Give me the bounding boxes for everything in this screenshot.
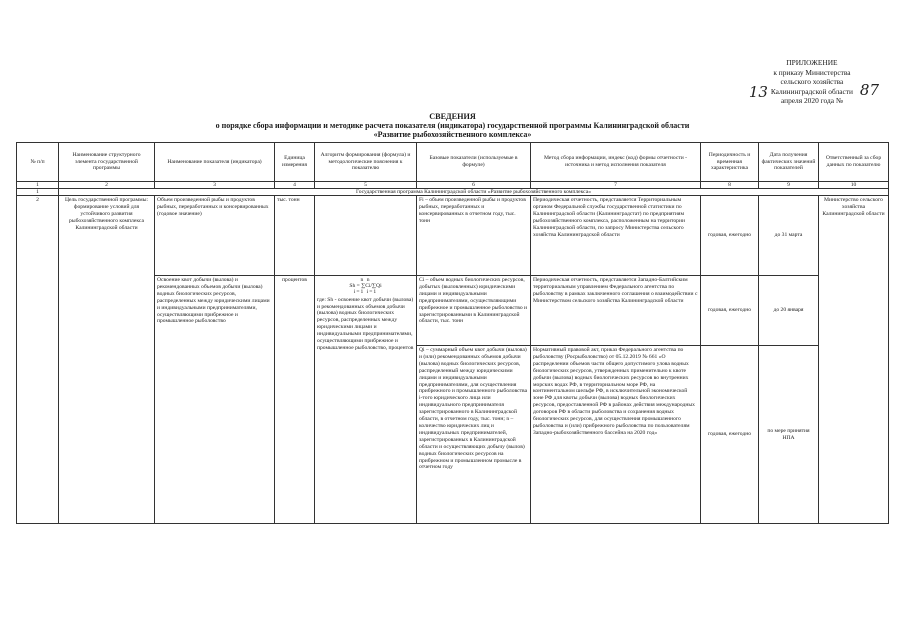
responsible-ministry: Министерство сельского хозяйства Калининградской области [819,196,889,524]
date-fish-volume: до 31 марта [759,196,819,276]
column-number: 1 [17,182,59,189]
header-indicator: Наименование показателя (индикатора) [155,143,275,182]
base-indicator-fi: Fi – объем произведенной рыбы и продуктов рыбных, переработанных и консервированных в отчетном году, тыс. тонн [417,196,531,276]
column-number: 3 [155,182,275,189]
formula-lower-limits: i=1 i=1 [353,289,378,296]
formula-explanation: где: Sh - освоение квот добычи (вылова) и рекомендованных объемов добычи (вылова) водных биологических ресурсов, распределенных между юридическими лицами и индивидуальными предпринимателями, осуществляющими прибрежное и промышленное рыболовство, процентов [317,296,414,351]
handwritten-day: 13 [748,83,768,102]
appendix-ministry: сельского хозяйства [780,77,844,87]
section-number: 1 [17,189,59,196]
periodicity-qi: годовая, ежегодно [701,346,759,524]
appendix-date-text: апреля 2020 года № [780,96,843,106]
structural-element: Цель государственной программы: формирование условий для устойчивого развития рыбохозяйственного комплекса Калининградской области [59,196,155,524]
header-base: Базовые показатели (используемые в формуле) [417,143,531,182]
section-row [17,189,889,196]
indicator-row-1 [17,196,889,276]
formula-upper-limits: n n [360,277,371,283]
header-period: Периодичность и временная характеристика [701,143,759,182]
column-number: 4 [275,182,315,189]
header-num: № п/п [17,143,59,182]
header-algorithm: Алгоритм формирования (формула) и методологические пояснения к показателю [315,143,417,182]
column-number: 9 [759,182,819,189]
collection-method-qi: Нормативный правовой акт, приказ Федерального агентства по рыболовству (Росрыболовство) от 05.12.2019 № 661 «О распределении объемов части общего допустимого улова водных биологических ресурсов, утвержденных применительно к квоте добычи (вылова) водных биологических ресурсов во внутренних морских водах РФ, в территориальном море РФ, на континентальном шельфе РФ, в исключительной экономической зоне РФ для квоты добычи (вылова) водных биологических ресурсов, предоставленной РФ в районах действия международных договоров РФ в области рыболовства и сохранения водных биологических ресурсов, для осуществления промышленного рыболовства и (или) прибрежного рыболовства по пользователям Западно-рыбохозяйственного бассейна на 2020 год» [531,346,701,524]
indicator-algorithm-quota [315,276,417,524]
indicator-name-fish-volume: Объем произведенной рыбы и продуктов рыбных, переработанных и консервированных (годовое значение) [155,196,275,276]
periodicity-ci: годовая, ежегодно [701,276,759,346]
base-indicator-ci: Ci – объем водных биологических ресурсов, добытых (выловленных) юридическими лицами и индивидуальными предпринимателями, осуществляющими прибрежное и промышленное рыболовство и зарегистрированными в Калининградской области, тыс. тонн [417,276,531,346]
column-number: 2 [59,182,155,189]
column-number: 5 [315,182,417,189]
column-number: 8 [701,182,759,189]
collection-method-fish-volume: Периодическая отчетность, представляется Территориальным органом Федеральной службы государственной статистики по Калининградской области (Калининградстат) по предприятиям рыбохозяйственного комплекса, расположенным на территории Калининградской области, по запросу Министерства сельского хозяйства Калининградской области [531,196,701,276]
appendix-title: ПРИЛОЖЕНИЕ [786,58,838,67]
appendix-order-ref: к приказу Министерства [773,67,851,77]
date-qi: по мере принятия НПА [759,346,819,524]
title-program-name: «Развитие рыбохозяйственного комплекса» [373,130,532,139]
row-number: 2 [17,196,59,524]
base-indicator-qi: Qi – суммарный объем квот добычи (вылова) и (или) рекомендованных объемов добычи (вылова) водных биологических ресурсов, распределенный между юридическими лицами и индивидуальными предпринимателями, для осуществления прибрежного и промышленного рыболовства i-того юридического лица или индивидуального предпринимателя зарегистрированного в Калининградской области, в отчетном году, тыс. тонн; n – количество юридических лиц и индивидуальных предпринимателей, зарегистрированных в Калининградской области и осуществляющих добычу (вылов) водных биологических ресурсов на прибрежном и промышленном промысле в отчетном году [417,346,531,524]
header-unit: Единица измерения [275,143,315,182]
formula [317,277,414,296]
header-date: Дата получения фактических значений показателей [759,143,819,182]
title-subheading: о порядке сбора информации и методике расчета показателя (индикатора) государственной программы Калининградской области [215,121,690,130]
section-title: Государственная программа Калининградской области «Развитие рыбохозяйственного комплекса» [59,189,889,196]
column-number: 7 [531,182,701,189]
periodicity-fish-volume: годовая, ежегодно [701,196,759,276]
indicator-name-quota: Освоение квот добычи (вылова) и рекомендованных объемов добычи (вылова) водных биологических ресурсов, распределенных между юридическими лицами и индивидуальными предпринимателями, осуществляющими прибрежное и промышленное рыболовство [155,276,275,524]
header-element: Наименование структурного элемента государственной программы [59,143,155,182]
column-number-row [17,182,889,189]
handwritten-order-number: 87 [859,81,879,100]
collection-method-ci: Периодическая отчетность, представляется Западно-Балтийским территориальным управлением Федерального агентства по рыболовству в рамках заключенного соглашения о взаимодействии с Министерством сельского хозяйства Калининградской области [531,276,701,346]
appendix-block [748,58,879,106]
info-table [16,142,889,524]
date-ci: до 20 января [759,276,819,346]
column-number: 6 [417,182,531,189]
header-method: Метод сбора информации, индекс (код) формы отчетности - источника и метод исполнения показателя [531,143,701,182]
formula-expression: Sh = ∑Ci/∑Qi [349,283,382,290]
title-heading: СВЕДЕНИЯ [429,112,476,121]
header-row [17,143,889,182]
indicator-unit-fish-volume: тыс. тонн [275,196,315,276]
header-responsible: Ответственный за сбор данных по показателю [819,143,889,182]
appendix-region: Калининградской области [770,86,853,96]
document-title [0,112,905,139]
column-number: 10 [819,182,889,189]
indicator-algorithm-fish-volume [315,196,417,276]
indicator-unit-quota: процентов [275,276,315,524]
